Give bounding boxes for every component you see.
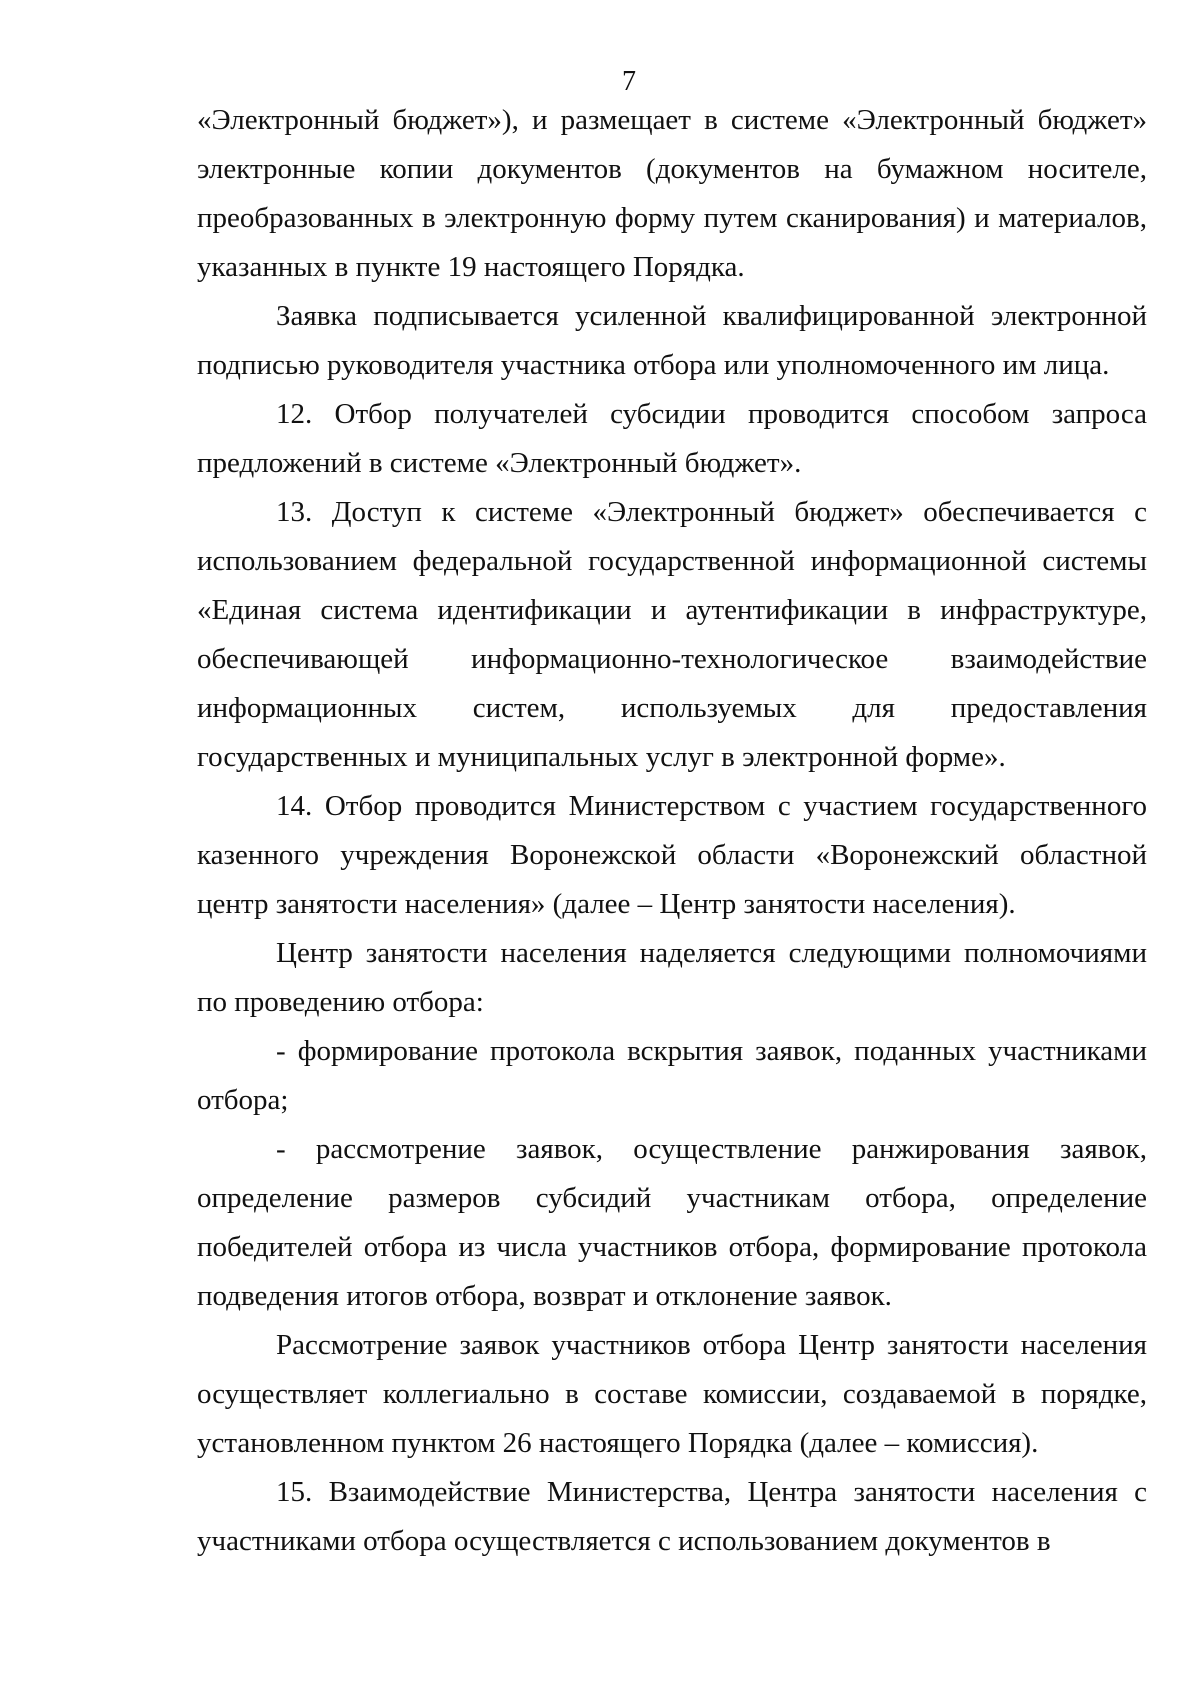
paragraph-signature-requirement: Заявка подписывается усиленной квалифицированной электронной подписью руководителя участника отбора или уполномоченного им лица.: [197, 300, 1147, 381]
list-item-protocol-opening: - формирование протокола вскрытия заявок, поданных участниками отбора;: [197, 1035, 1147, 1116]
paragraph-commission-review: Рассмотрение заявок участников отбора Центр занятости населения осуществляет коллегиально в составе комиссии, создаваемой в порядке, установленном пунктом 26 настоящего Порядка (далее – комиссия).: [197, 1329, 1147, 1459]
paragraph-14-selection-conducted: 14. Отбор проводится Министерством с участием государственного казенного учреждения Воронежской области «Воронежский областной центр занятости населения» (далее – Центр занятости населения).: [197, 790, 1147, 920]
paragraph-continuation: «Электронный бюджет»), и размещает в системе «Электронный бюджет» электронные копии документов (документов на бумажном носителе, преобразованных в электронную форму путем сканирования) и материалов, указанных в пункте 19 настоящего Порядка.: [197, 104, 1147, 283]
paragraph-12-selection-method: 12. Отбор получателей субсидии проводится способом запроса предложений в системе «Электронный бюджет».: [197, 398, 1147, 479]
list-item-review-ranking: - рассмотрение заявок, осуществление ранжирования заявок, определение размеров субсидий участникам отбора, определение победителей отбора из числа участников отбора, формирование протокола подведения итогов отбора, возврат и отклонение заявок.: [197, 1133, 1147, 1312]
paragraph-employment-center-powers: Центр занятости населения наделяется следующими полномочиями по проведению отбора:: [197, 937, 1147, 1018]
document-body: [197, 96, 1147, 1566]
page-number: 7: [622, 66, 636, 97]
paragraph-15-interaction: 15. Взаимодействие Министерства, Центра занятости населения с участниками отбора осуществляется с использованием документов в: [197, 1476, 1147, 1557]
paragraph-13-system-access: 13. Доступ к системе «Электронный бюджет» обеспечивается с использованием федеральной государственной информационной системы «Единая система идентификации и аутентификации в инфраструктуре, обеспечивающей информационно-технологическое взаимодействие информационных систем, используемых для предоставления государственных и муниципальных услуг в электронной форме».: [197, 496, 1147, 773]
